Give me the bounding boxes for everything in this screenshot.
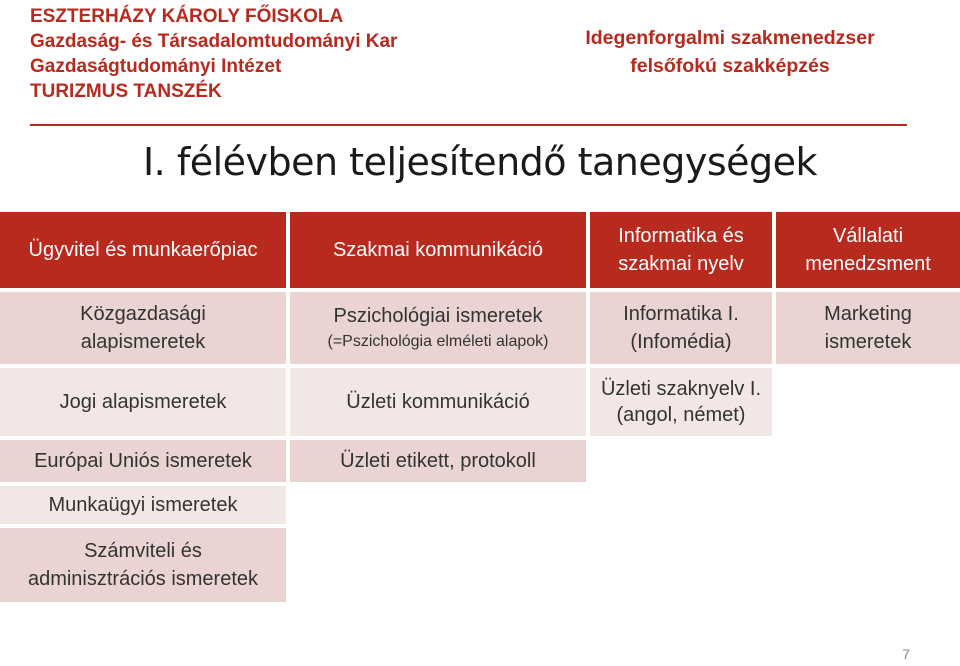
course-label-line: (=Pszichológia elméleti alapok) xyxy=(327,333,549,350)
course-label-line: Pszichológiai ismeretek xyxy=(333,305,543,327)
course-label-line: adminisztrációs ismeretek xyxy=(27,568,259,590)
course-item xyxy=(290,440,586,482)
course-label-line: Munkaügyi ismeretek xyxy=(48,494,238,516)
course-item xyxy=(290,292,586,364)
course-label-line: Számviteli és xyxy=(84,540,202,562)
course-item xyxy=(0,368,286,436)
course-label-line: Európai Uniós ismeretek xyxy=(34,450,252,472)
program-name: Idegenforgalmi szakmenedzser xyxy=(585,27,875,49)
column-header-label: Informatika és xyxy=(618,225,744,247)
course-item xyxy=(590,368,772,436)
course-item xyxy=(290,368,586,436)
course-label-line: Közgazdasági xyxy=(80,303,206,325)
course-label-line: Informatika I. xyxy=(623,303,739,325)
column-header-informatika xyxy=(590,212,772,288)
course-item xyxy=(0,486,286,524)
column-header-label: Vállalati xyxy=(832,225,904,247)
column-header-label: Ügyvitel és munkaerőpiac xyxy=(28,239,258,261)
course-label-line: Üzleti kommunikáció xyxy=(346,391,530,413)
course-item xyxy=(0,440,286,482)
column-header-label: Szakmai kommunikáció xyxy=(332,239,544,261)
institution-header xyxy=(30,4,397,104)
department-name: TURIZMUS TANSZÉK xyxy=(30,81,222,102)
course-label-line: Üzleti szaknyelv I. xyxy=(600,378,762,400)
course-label-line: ismeretek xyxy=(824,331,912,353)
course-label-line: Marketing xyxy=(824,303,912,325)
column-header-ugyvitel xyxy=(0,212,286,288)
program-level: felsőfokú szakképzés xyxy=(630,55,830,77)
course-label-line: alapismeretek xyxy=(80,331,206,353)
course-label-line: Jogi alapismeretek xyxy=(59,391,227,413)
column-header-szakmai-kommunikacio xyxy=(290,212,586,288)
column-header-label: menedzsment xyxy=(805,253,931,275)
course-label-line: (angol, német) xyxy=(616,404,746,426)
course-item xyxy=(776,292,960,364)
institute-name: Gazdaságtudományi Intézet xyxy=(30,56,282,77)
course-item xyxy=(590,292,772,364)
column-header-vallalati-menedzsment xyxy=(776,212,960,288)
course-item xyxy=(0,528,286,602)
header-divider xyxy=(30,124,907,126)
faculty-name: Gazdaság- és Társadalomtudományi Kar xyxy=(30,31,398,52)
course-label-line: (Infomédia) xyxy=(630,331,732,353)
slide-title: I. félévben teljesítendő tanegységek xyxy=(142,140,818,184)
institution-name: ESZTERHÁZY KÁROLY FŐISKOLA xyxy=(30,6,344,27)
course-item xyxy=(0,292,286,364)
course-label-line: Üzleti etikett, protokoll xyxy=(340,450,536,472)
program-header xyxy=(550,24,910,80)
page-number: 7 xyxy=(902,646,910,662)
column-header-label: szakmai nyelv xyxy=(618,253,744,275)
